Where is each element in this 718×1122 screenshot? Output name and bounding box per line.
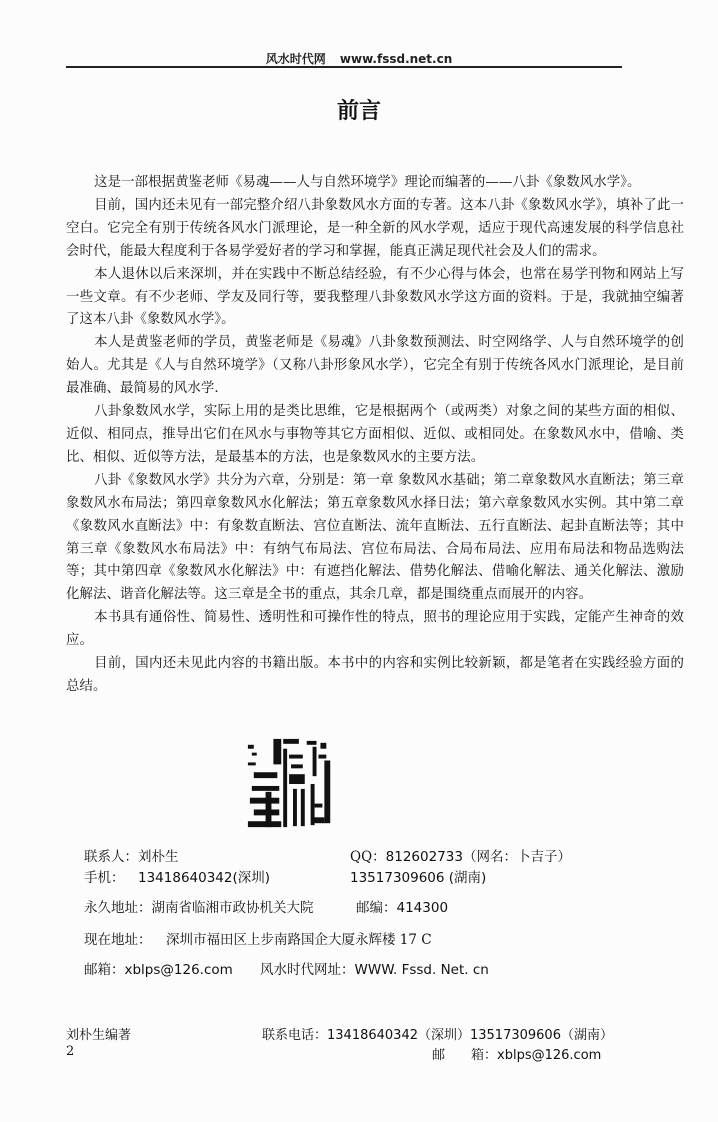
contact-person-label: 联系人： [84, 849, 138, 865]
email [84, 958, 233, 978]
footer-email-value: xblps@126.com [497, 1048, 602, 1063]
paragraph: 目前，国内还未见此内容的书籍出版。本书中的内容和实例比较新颖，都是笔者在实践经验方面的总结。 [66, 656, 684, 694]
page-header [0, 50, 718, 67]
contact-phone-label-row [84, 866, 125, 886]
header-site-name: 风水时代网 [265, 52, 326, 66]
permanent-address [84, 896, 314, 916]
paragraph: 本人退休以后来深圳，并在实践中不断总结经验，有不少心得与体会，也常在易学刊物和网站上写一些文章。有不少老师、学友及同行等，要我整理八卦象数风水学这方面的资料。于是，我就抽空编著了这本八卦《象数风水学》。 [66, 266, 684, 328]
perm-address-value: 湖南省临湘市政协机关大院 [151, 900, 314, 916]
footer-email-label-2: 箱： [471, 1048, 498, 1063]
zip-label: 邮编： [356, 900, 397, 916]
current-address [84, 928, 152, 948]
qq-label: QQ： [350, 849, 386, 865]
contact-person [84, 845, 179, 865]
phone-label: 手机： [84, 870, 125, 886]
paragraph: 目前，国内还未见有一部完整介绍八卦象数风水方面的专著。这本八卦《象数风水学》，填补了此一空白。它完全有别于传统各风水门派理论，是一种全新的风水学观，适应于现代高速发展的科学信息社会时代，能最大程度利于各易学爱好者的学习和掌握，能真正满足现代社会及人们的需求。 [66, 197, 684, 259]
page-number: 2 [66, 1044, 75, 1059]
footer-email-label-1: 邮 [432, 1048, 446, 1063]
phone-hunan-value: 13517309606 (湖南) [350, 870, 487, 886]
website-label: 风水时代网址： [260, 962, 355, 978]
header-site-url: www.fssd.net.cn [339, 52, 453, 66]
footer-phone-value: 13418640342（深圳）13517309606（湖南） [327, 1028, 613, 1043]
website-value: WWW. Fssd. Net. cn [354, 962, 489, 978]
zip-value: 414300 [396, 900, 449, 916]
paragraph: 这是一部根据黄鉴老师《易魂——人与自然环境学》理论而编著的——八卦《象数风水学》。 [94, 175, 641, 190]
email-value: xblps@126.com [124, 962, 233, 978]
zip-code [356, 896, 448, 916]
preface-body [66, 172, 684, 699]
email-label: 邮箱： [84, 962, 125, 978]
footer-phone-label: 联系电话： [262, 1028, 328, 1043]
footer-phone [262, 1024, 613, 1043]
paragraph: 八卦象数风水学，实际上用的是类比思维，它是根据两个（或两类）对象之间的某些方面的相似、近似、相同点，推导出它们在风水与事物等其它方面相似、近似、或相同处。在象数风水中，借喻、类比、相似、近似等方法，是最基本的方法，也是象数风水的主要方法。 [66, 404, 684, 465]
contact-qq [350, 845, 571, 865]
phone-hunan [350, 866, 486, 886]
phone-shenzhen-value: 13418640342(深圳) [138, 870, 271, 886]
qq-value: 812602733（网名：卜吉子） [385, 849, 571, 865]
current-address-value-row [166, 928, 432, 948]
website [260, 958, 489, 978]
perm-address-label: 永久地址： [84, 900, 152, 916]
seal-stamp-image [244, 735, 342, 833]
contact-person-name: 刘朴生 [138, 849, 179, 865]
footer-author: 刘朴生编著 [66, 1028, 132, 1043]
header-divider [66, 66, 622, 68]
page-title: 前言 [336, 99, 381, 124]
cur-address-value: 深圳市福田区上步南路国企大厦永辉楼 17 C [166, 932, 432, 948]
paragraph: 八卦《象数风水学》共分为六章，分别是：第一章 象数风水基础；第二章象数风水直断法；第三章象数风水布局法；第四章象数风水化解法；第五章象数风水择日法；第六章象数风水实例。其中第二章《象数风水直断法》中：有象数直断法、宫位直断法、流年直断法、五行直断法、起卦直断法等；其中第三章《象数风水布局法》中：有纳气布局法、宫位布局法、合局布局法、应用布局法和物品选购法等；其中第四章《象数风水化解法》中：有遮挡化解法、借势化解法、借喻化解法、通关化解法、激励化解法、谐音化解法等。这三章是全书的重点，其余几章，都是围绕重点而展开的内容。 [66, 472, 684, 603]
footer-email [432, 1044, 601, 1063]
phone-shenzhen [138, 866, 270, 886]
paragraph: 本书具有通俗性、简易性、透明性和可操作性的特点，照书的理论应用于实践，定能产生神奇的效应。 [66, 610, 684, 649]
cur-address-label: 现在地址： [84, 932, 152, 948]
paragraph: 本人是黄鉴老师的学员，黄鉴老师是《易魂》八卦象数预测法、时空网络学、人与自然环境学的创始人。尤其是《人与自然环境学》（又称八卦形象风水学），它完全有别于传统各风水门派理论，是目前最准确、最简易的风水学. [66, 335, 684, 397]
